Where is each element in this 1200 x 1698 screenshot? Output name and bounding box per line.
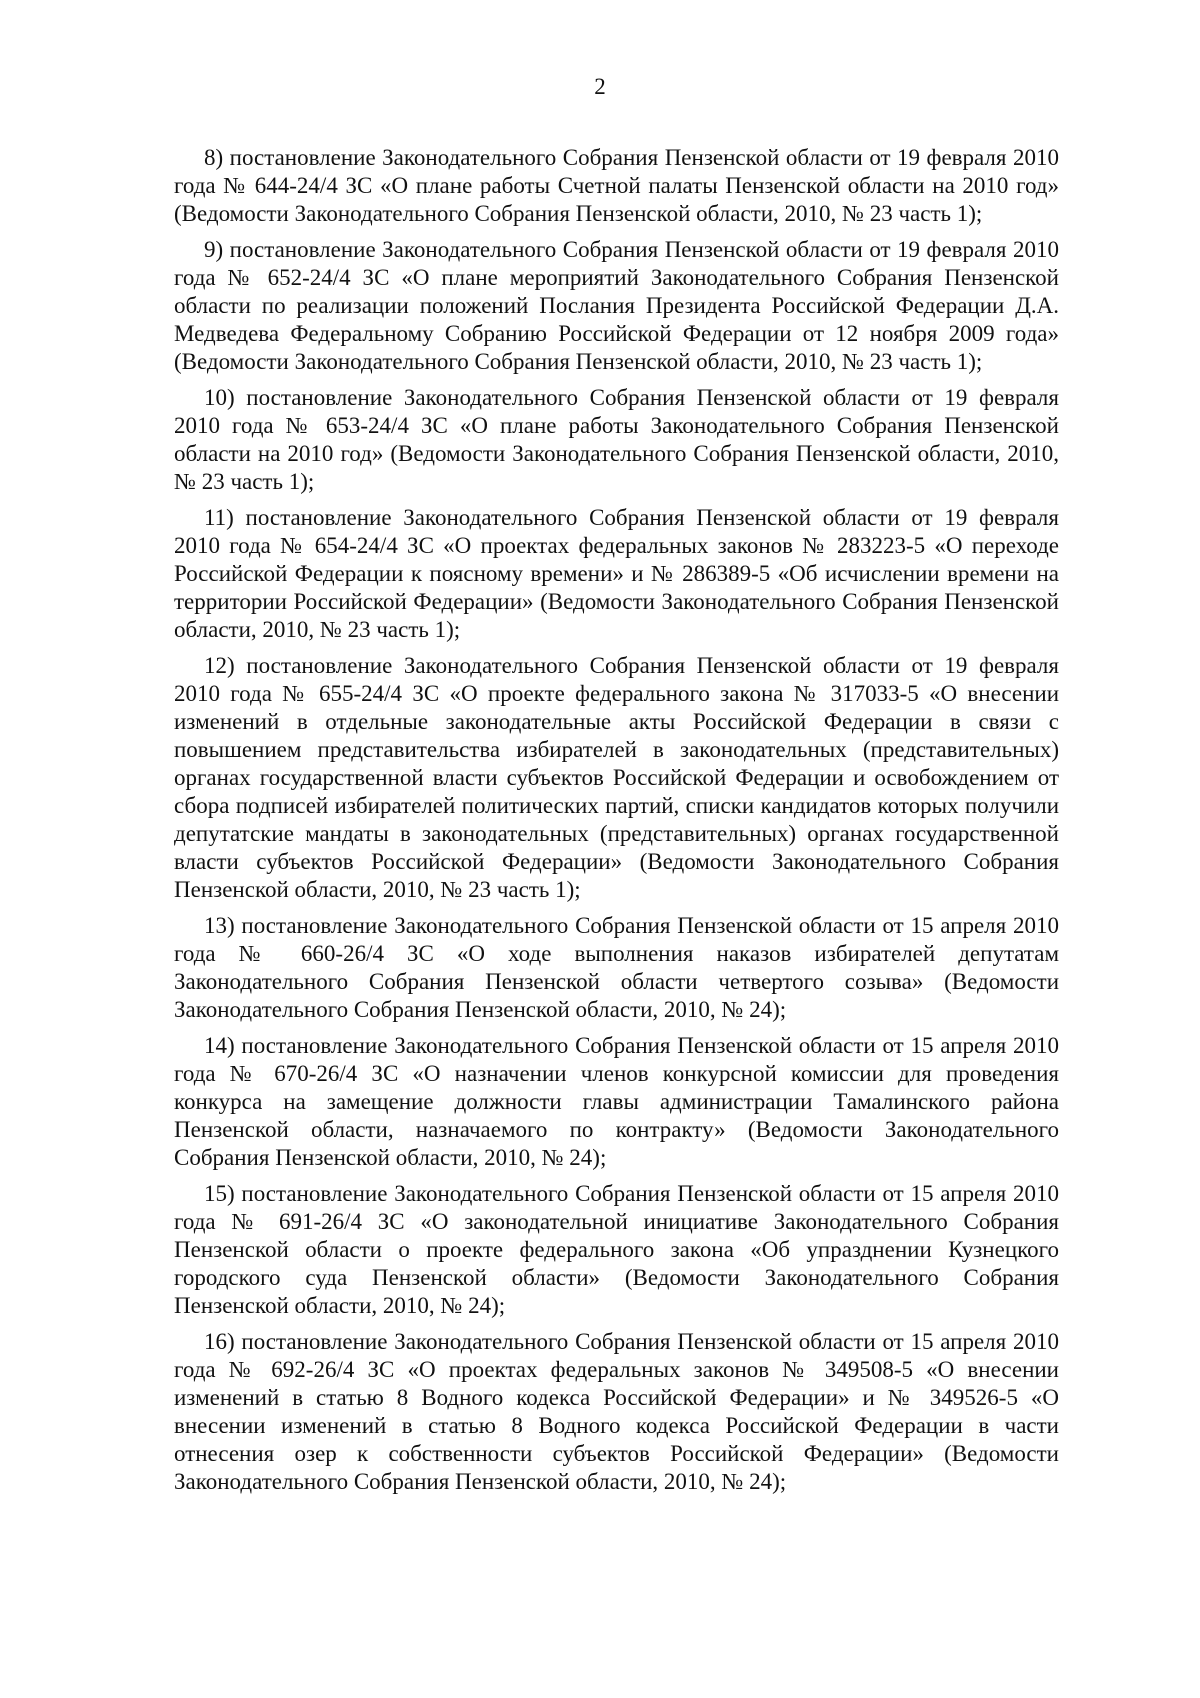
list-item-9: 9) постановление Законодательного Собрания Пензенской области от 19 февраля 2010 года № 652-24/4 ЗС «О плане мероприятий Законодательного Собрания Пензенской области по реализации положений Послания Президента Российской Федерации Д.А. Медведева Федеральному Собранию Российской Федерации от 12 ноября 2009 года» (Ведомости Законодательного Собрания Пензенской области, 2010, № 23 часть 1); [174,237,1059,374]
list-item-11: 11) постановление Законодательного Собрания Пензенской области от 19 февраля 2010 года № 654-24/4 ЗС «О проектах федеральных законов № 283223-5 «О переходе Российской Федерации к поясному времени» и № 286389-5 «Об исчислении времени на территории Российской Федерации» (Ведомости Законодательного Собрания Пензенской области, 2010, № 23 часть 1); [174,505,1059,642]
list-item-8: 8) постановление Законодательного Собрания Пензенской области от 19 февраля 2010 года № 644-24/4 ЗС «О плане работы Счетной палаты Пензенской области на 2010 год» (Ведомости Законодательного Собрания Пензенской области, 2010, № 23 часть 1); [174,145,1059,226]
list-item-13: 13) постановление Законодательного Собрания Пензенской области от 15 апреля 2010 года № 660-26/4 ЗС «О ходе выполнения наказов избирателей депутатам Законодательного Собрания Пензенской области четвертого созыва» (Ведомости Законодательного Собрания Пензенской области, 2010, № 24); [174,913,1059,1022]
list-item-12: 12) постановление Законодательного Собрания Пензенской области от 19 февраля 2010 года № 655-24/4 ЗС «О проекте федерального закона № 317033-5 «О внесении изменений в отдельные законодательные акты Российской Федерации в связи с повышением представительства избирателей в законодательных (представительных) органах государственной власти субъектов Российской Федерации и освобождением от сбора подписей избирателей политических партий, списки кандидатов которых получили депутатские мандаты в законодательных (представительных) органах государственной власти субъектов Российской Федерации» (Ведомости Законодательного Собрания Пензенской области, 2010, № 23 часть 1); [174,653,1059,902]
list-item-15: 15) постановление Законодательного Собрания Пензенской области от 15 апреля 2010 года № 691-26/4 ЗС «О законодательной инициативе Законодательного Собрания Пензенской области о проекте федерального закона «Об упразднении Кузнецкого городского суда Пензенской области» (Ведомости Законодательного Собрания Пензенской области, 2010, № 24); [174,1181,1059,1318]
list-item-16: 16) постановление Законодательного Собрания Пензенской области от 15 апреля 2010 года № 692-26/4 ЗС «О проектах федеральных законов № 349508-5 «О внесении изменений в статью 8 Водного кодекса Российской Федерации» и № 349526-5 «О внесении изменений в статью 8 Водного кодекса Российской Федерации в части отнесения озер к собственности субъектов Российской Федерации» (Ведомости Законодательного Собрания Пензенской области, 2010, № 24); [174,1329,1059,1494]
page-number: 2 [594,74,606,99]
document-body [174,144,1059,1504]
list-item-14: 14) постановление Законодательного Собрания Пензенской области от 15 апреля 2010 года № 670-26/4 ЗС «О назначении членов конкурсной комиссии для проведения конкурса на замещение должности главы администрации Тамалинского района Пензенской области, назначаемого по контракту» (Ведомости Законодательного Собрания Пензенской области, 2010, № 24); [174,1033,1059,1170]
list-item-10: 10) постановление Законодательного Собрания Пензенской области от 19 февраля 2010 года № 653-24/4 ЗС «О плане работы Законодательного Собрания Пензенской области на 2010 год» (Ведомости Законодательного Собрания Пензенской области, 2010, № 23 часть 1); [174,385,1059,494]
